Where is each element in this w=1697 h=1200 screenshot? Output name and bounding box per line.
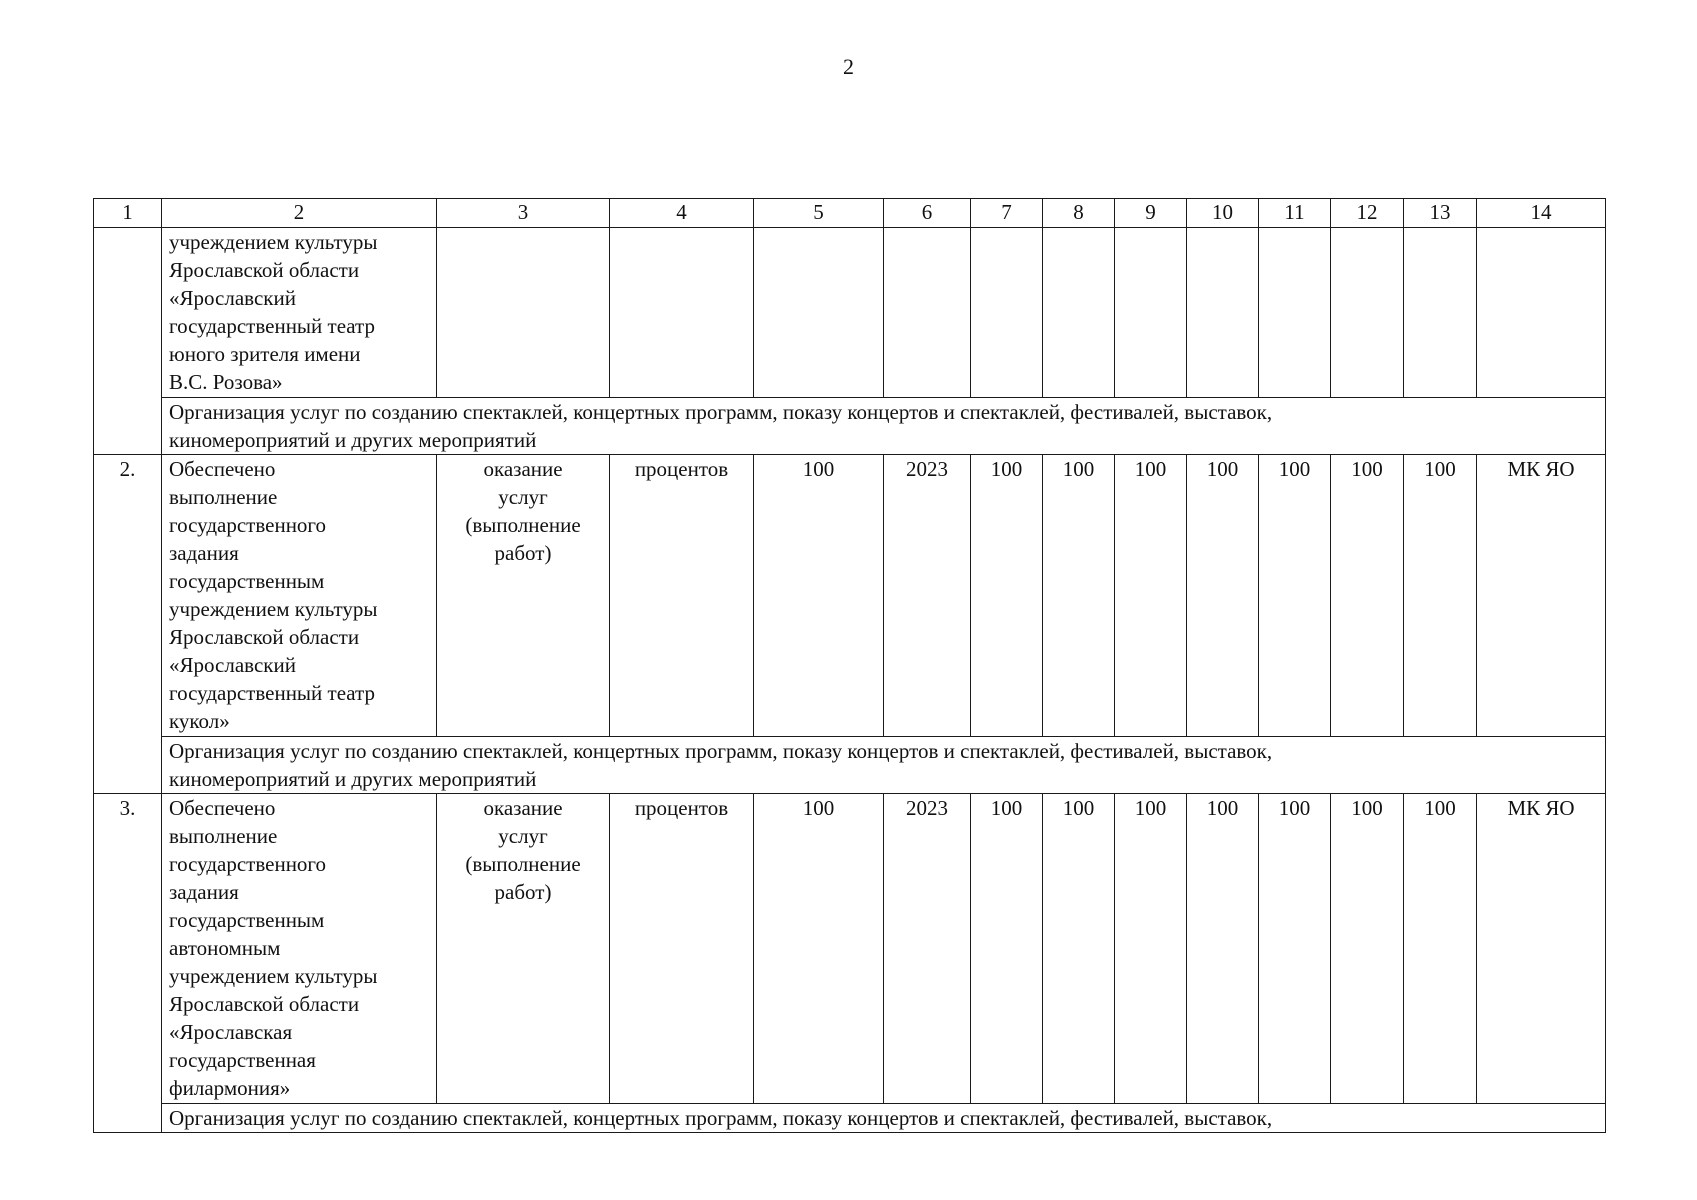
indicator-description: Обеспечено выполнение государственного задания государственным автономным учреждением культуры Ярославской области «Ярославская государственная филармония» xyxy=(162,794,437,1104)
column-number: 5 xyxy=(754,199,884,228)
row-index: 3. xyxy=(94,794,162,1133)
value-cell: 100 xyxy=(1404,455,1477,737)
indicator-type: оказание услуг (выполнение работ) xyxy=(437,455,610,737)
column-number: 13 xyxy=(1404,199,1477,228)
value-cell: 100 xyxy=(1187,794,1259,1104)
indicator-description: Обеспечено выполнение государственного задания государственным учреждением культуры Ярославской области «Ярославский государственный театр кукол» xyxy=(162,455,437,737)
value-cell: 100 xyxy=(1404,794,1477,1104)
service-note: Организация услуг по созданию спектаклей, концертных программ, показу концертов и спектаклей, фестивалей, выставок, киномероприятий и других мероприятий xyxy=(162,398,1606,455)
indicator-description: учреждением культуры Ярославской области «Ярославский государственный театр юного зрителя имени В.С. Розова» xyxy=(162,228,437,398)
empty-cell xyxy=(971,228,1043,398)
empty-cell xyxy=(1259,228,1331,398)
service-note: Организация услуг по созданию спектаклей, концертных программ, показу концертов и спектаклей, фестивалей, выставок, xyxy=(162,1104,1606,1133)
unit-cell: процентов xyxy=(610,455,754,737)
responsible-cell: МК ЯО xyxy=(1477,455,1606,737)
value-cell: 100 xyxy=(1331,455,1404,737)
table-row xyxy=(94,455,1606,737)
table-row xyxy=(94,228,1606,398)
table-note-row xyxy=(94,398,1606,455)
indicator-type: оказание услуг (выполнение работ) xyxy=(437,794,610,1104)
value-cell: 100 xyxy=(1115,794,1187,1104)
unit-cell: процентов xyxy=(610,794,754,1104)
empty-cell xyxy=(610,228,754,398)
value-cell: 100 xyxy=(971,794,1043,1104)
empty-cell xyxy=(884,228,971,398)
empty-cell xyxy=(1404,228,1477,398)
column-number: 8 xyxy=(1043,199,1115,228)
column-number: 4 xyxy=(610,199,754,228)
column-number: 2 xyxy=(162,199,437,228)
row-index: 2. xyxy=(94,455,162,794)
empty-cell xyxy=(1115,228,1187,398)
empty-cell xyxy=(1043,228,1115,398)
service-note: Организация услуг по созданию спектаклей, концертных программ, показу концертов и спектаклей, фестивалей, выставок, киномероприятий и других мероприятий xyxy=(162,737,1606,794)
column-number: 1 xyxy=(94,199,162,228)
column-number: 6 xyxy=(884,199,971,228)
empty-cell xyxy=(437,228,610,398)
value-cell: 100 xyxy=(971,455,1043,737)
column-number: 14 xyxy=(1477,199,1606,228)
empty-cell xyxy=(1477,228,1606,398)
value-cell: 100 xyxy=(1259,455,1331,737)
responsible-cell: МК ЯО xyxy=(1477,794,1606,1104)
column-number-row xyxy=(94,199,1606,228)
value-cell: 100 xyxy=(1331,794,1404,1104)
value-cell: 100 xyxy=(1115,455,1187,737)
base-value-cell: 100 xyxy=(754,794,884,1104)
value-cell: 100 xyxy=(1043,794,1115,1104)
base-value-cell: 100 xyxy=(754,455,884,737)
column-number: 7 xyxy=(971,199,1043,228)
table-note-row xyxy=(94,737,1606,794)
column-number: 11 xyxy=(1259,199,1331,228)
empty-cell xyxy=(1187,228,1259,398)
value-cell: 100 xyxy=(1043,455,1115,737)
table-row xyxy=(94,794,1606,1104)
indicators-table xyxy=(93,198,1606,1133)
column-number: 9 xyxy=(1115,199,1187,228)
column-number: 3 xyxy=(437,199,610,228)
table-note-row xyxy=(94,1104,1606,1133)
empty-cell xyxy=(754,228,884,398)
row-index-cell xyxy=(94,228,162,455)
column-number: 10 xyxy=(1187,199,1259,228)
value-cell: 100 xyxy=(1259,794,1331,1104)
value-cell: 100 xyxy=(1187,455,1259,737)
base-year-cell: 2023 xyxy=(884,794,971,1104)
empty-cell xyxy=(1331,228,1404,398)
base-year-cell: 2023 xyxy=(884,455,971,737)
page-number: 2 xyxy=(843,54,854,79)
column-number: 12 xyxy=(1331,199,1404,228)
